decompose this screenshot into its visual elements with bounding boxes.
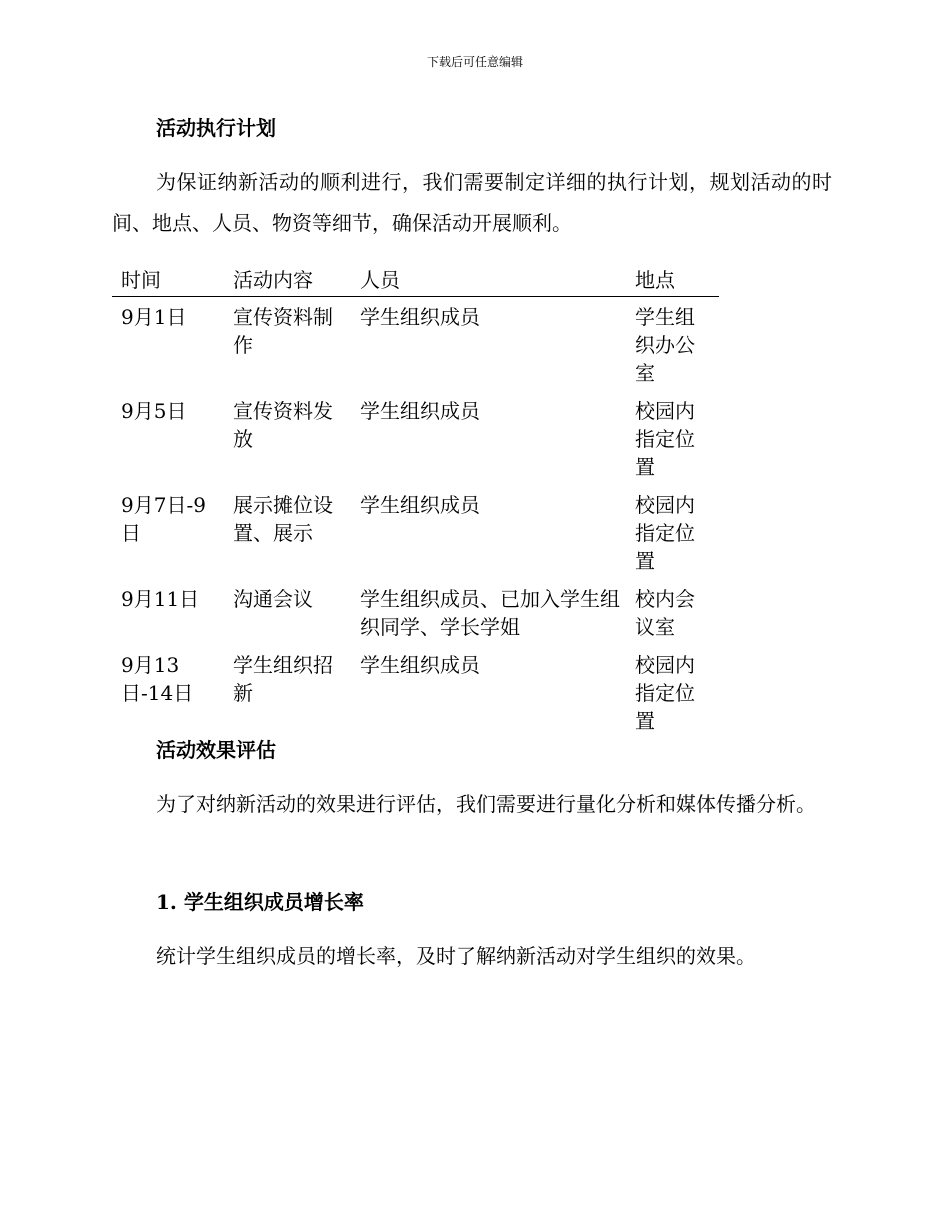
table-row bbox=[112, 579, 719, 645]
cell-personnel: 学生组织成员 bbox=[360, 493, 480, 517]
table-row bbox=[112, 297, 719, 392]
cell-activity: 学生组织招新 bbox=[233, 653, 333, 705]
cell-time: 9月7日-9日 bbox=[121, 493, 206, 545]
cell-activity: 宣传资料制作 bbox=[233, 305, 333, 357]
cell-activity: 沟通会议 bbox=[233, 587, 313, 611]
cell-location: 校园内指定位置 bbox=[635, 493, 695, 573]
section-title-evaluation: 活动效果评估 bbox=[156, 738, 276, 762]
cell-personnel: 学生组织成员 bbox=[360, 653, 480, 677]
table-row bbox=[112, 645, 719, 739]
cell-location: 校园内指定位置 bbox=[635, 653, 695, 733]
cell-activity: 宣传资料发放 bbox=[233, 399, 333, 451]
section-title-execution-plan: 活动执行计划 bbox=[156, 116, 276, 140]
cell-location: 校园内指定位置 bbox=[635, 399, 695, 479]
table-header-row bbox=[112, 266, 719, 297]
section-title-growth-rate: 1. 学生组织成员增长率 bbox=[156, 890, 364, 914]
schedule-table bbox=[112, 266, 719, 739]
cell-time: 9月1日 bbox=[121, 305, 187, 329]
cell-time: 9月11日 bbox=[121, 587, 200, 611]
column-header-location: 地点 bbox=[626, 266, 719, 297]
cell-time: 9月13日-14日 bbox=[121, 653, 194, 705]
cell-time: 9月5日 bbox=[121, 399, 187, 423]
column-header-activity: 活动内容 bbox=[224, 266, 351, 297]
page-header: 下载后可任意编辑 bbox=[426, 55, 523, 69]
cell-personnel: 学生组织成员 bbox=[360, 399, 480, 423]
cell-location: 学生组织办公室 bbox=[635, 305, 695, 385]
table-row bbox=[112, 391, 719, 485]
cell-personnel: 学生组织成员、已加入学生组织同学、学长学姐 bbox=[360, 587, 620, 639]
evaluation-paragraph: 为了对纳新活动的效果进行评估，我们需要进行量化分析和媒体传播分析。 bbox=[156, 792, 816, 816]
cell-location: 校内会议室 bbox=[635, 587, 695, 639]
cell-personnel: 学生组织成员 bbox=[360, 305, 480, 329]
table-row bbox=[112, 485, 719, 579]
cell-activity: 展示摊位设置、展示 bbox=[233, 493, 333, 545]
growth-rate-paragraph: 统计学生组织成员的增长率，及时了解纳新活动对学生组织的效果。 bbox=[156, 944, 756, 968]
execution-plan-paragraph: 为保证纳新活动的顺利进行，我们需要制定详细的执行计划，规划活动的时间、地点、人员、物资等细节，确保活动开展顺利。 bbox=[112, 170, 832, 235]
column-header-personnel: 人员 bbox=[351, 266, 626, 297]
column-header-time: 时间 bbox=[112, 266, 224, 297]
